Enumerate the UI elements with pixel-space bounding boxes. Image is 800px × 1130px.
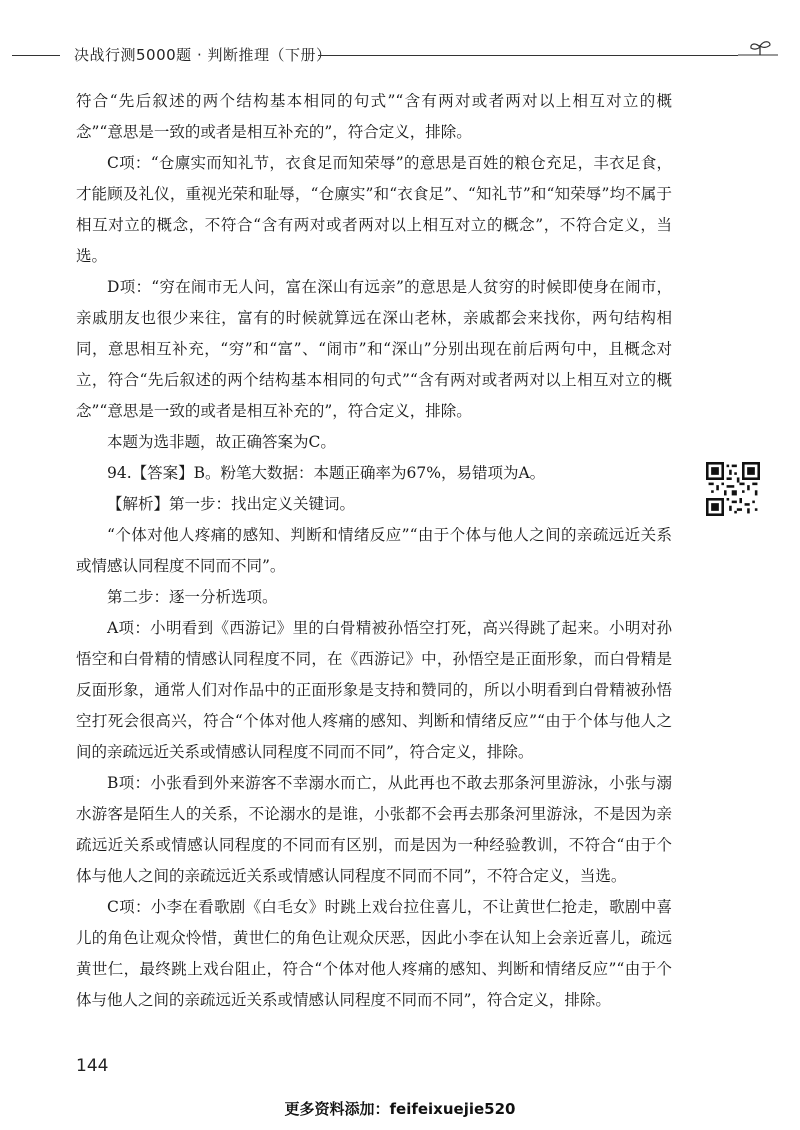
option-b-analysis: B项：小张看到外来游客不幸溺水而亡，从此再也不敢去那条河里游泳，小张与溺水游客是陌生人的关系，不论溺水的是谁，小张都不会再去那条河里游泳，不是因为亲疏远近关系或情感认同程度的不同而有区别，而是因为一种经验教训，不符合“由于个体与他人之间的亲疏远近关系或情感认同程度不同而不同”，不符合定义，当选。: [76, 774, 672, 885]
analysis-step-one: 【解析】第一步：找出定义关键词。: [107, 495, 356, 513]
paragraph-continuation: 符合“先后叙述的两个结构基本相同的句式”“含有两对或者两对以上相互对立的概念”“意思是一致的或者是相互补充的”，符合定义，排除。: [76, 92, 672, 141]
option-a-analysis: A项：小明看到《西游记》里的白骨精被孙悟空打死，高兴得跳了起来。小明对孙悟空和白骨精的情感认同程度不同，在《西游记》中，孙悟空是正面形象，而白骨精是反面形象，通常人们对作品中的正面形象是支持和赞同的，所以小明看到白骨精被孙悟空打死会很高兴，符合“个体对他人疼痛的感知、判断和情绪反应”“由于个体与他人之间的亲疏远近关系或情感认同程度不同而不同”，符合定义，排除。: [76, 619, 672, 761]
footer-contact-note: 更多资料添加：feifeixuejie520: [284, 1100, 516, 1118]
option-c-analysis-q94: C项：小李在看歌剧《白毛女》时跳上戏台拉住喜儿，不让黄世仁抢走，歌剧中喜儿的角色让观众怜惜，黄世仁的角色让观众厌恶，因此小李在认知上会亲近喜儿，疏远黄世仁，最终跳上戏台阻止，符合“个体对他人疼痛的感知、判断和情绪反应”“由于个体与他人之间的亲疏远近关系或情感认同程度不同而不同”，符合定义，排除。: [76, 898, 672, 1009]
option-d-analysis: D项：“穷在闹市无人问，富在深山有远亲”的意思是人贫穷的时候即使身在闹市，亲戚朋友也很少来往，富有的时候就算远在深山老林，亲戚都会来找你，两句结构相同，意思相互补充，“穷”和“富”、“闹市”和“深山”分别出现在前后两句中，且概念对立，符合“先后叙述的两个结构基本相同的句式”“含有两对或者两对以上相互对立的概念”“意思是一致的或者是相互补充的”，符合定义，排除。: [76, 278, 672, 420]
running-header: [0, 40, 800, 70]
page-number: 144: [76, 1056, 109, 1076]
question-94-answer: 94.【答案】B。粉笔大数据：本题正确率为67%，易错项为A。: [107, 464, 546, 482]
header-rule-right: [318, 55, 738, 56]
analysis-step-two: 第二步：逐一分析选项。: [107, 588, 278, 606]
sprout-icon: [738, 40, 778, 68]
book-title: 决战行测5000题 · 判断推理（下册）: [74, 46, 332, 64]
qr-code-icon[interactable]: [706, 462, 760, 516]
header-rule-left: [12, 55, 60, 56]
answer-conclusion: 本题为选非题，故正确答案为C。: [107, 433, 336, 451]
answer-explanation-body: [76, 86, 672, 1016]
option-c-analysis: C项：“仓廪实而知礼节，衣食足而知荣辱”的意思是百姓的粮仓充足，丰衣足食，才能顾及礼仪，重视光荣和耻辱，“仓廪实”和“衣食足”、“知礼节”和“知荣辱”均不属于相互对立的概念，不符合“含有两对或者两对以上相互对立的概念”，不符合定义，当选。: [76, 154, 672, 265]
definition-keywords: “个体对他人疼痛的感知、判断和情绪反应”“由于个体与他人之间的亲疏远近关系或情感认同程度不同而不同”。: [76, 526, 672, 575]
